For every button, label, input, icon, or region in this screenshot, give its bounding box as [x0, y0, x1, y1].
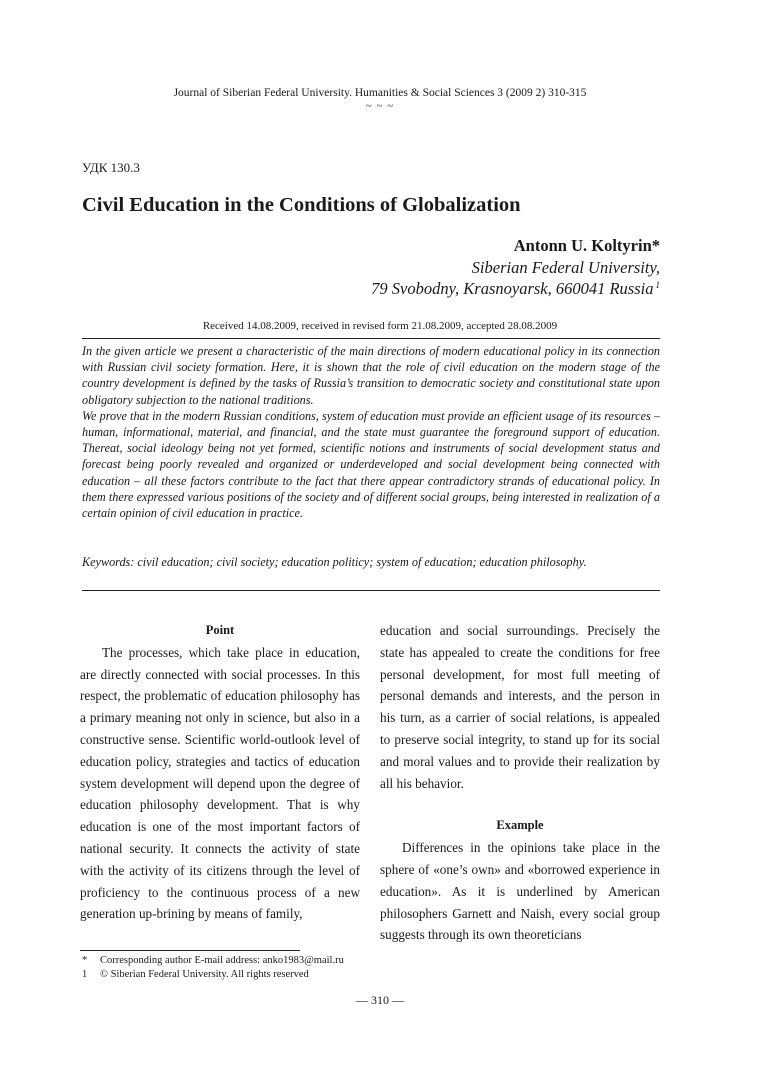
footnote-text: Corresponding author E-mail address: anko1983@mail.ru: [100, 955, 344, 966]
udc-code: УДК 130.3: [82, 160, 140, 175]
abstract-paragraph-2: We prove that in the modern Russian conditions, system of education must provide an efficient usage of its resources – human, informational, material, and financial, and the state must guarantee the foreground support of education. Thereat, social ideology being not yet formed, scientific notions and instruments of social development status and forecast being poorly revealed and organized or underdeveloped and social development being connected with education – all these factors contribute to the fact that there appear contradictory strands of educational policy. In them there expressed various positions of the society and of different social groups, being interested in realization of a certain opinion of civil education in practice.: [82, 408, 660, 521]
abstract-bottom-rule: [82, 590, 660, 591]
section-heading-example: Example: [496, 818, 544, 833]
footnote-mark: *: [82, 955, 88, 966]
body-paragraph-continued: education and social surroundings. Precisely the state has appealed to create the conditions for free personal development, for most full meeting of personal demands and interests, and the person in his turn, as a carrier of social relations, is appealed to preserve social integrity, to stand up for its social and moral values and to provide their realization by all his behavior.: [380, 623, 660, 791]
abstract: [82, 343, 660, 521]
body-column-left: [80, 620, 360, 925]
article-title: Civil Education in the Conditions of Globalization: [82, 194, 521, 216]
footnote-corresponding-author: [82, 954, 344, 967]
author-address-text: 79 Svobodny, Krasnoyarsk, 660041 Russia: [371, 279, 654, 298]
page-number: — 310 —: [356, 993, 404, 1007]
section-heading-point: Point: [205, 623, 235, 637]
body-paragraph: Differences in the opinions take place in the sphere of «one’s own» and «borrowed experience in education». As it is underlined by American philosophers Garnett and Naish, every social group suggests through its own theoreticians: [380, 840, 660, 943]
received-dates: Received 14.08.2009, received in revised form 21.08.2009, accepted 28.08.2009: [202, 320, 558, 332]
affiliation-footnote-mark: 1: [655, 279, 660, 290]
journal-header: Journal of Siberian Federal University. Humanities & Social Sciences 3 (2009 2) 310-315: [173, 87, 587, 99]
body-column-right: [380, 620, 660, 946]
keywords: Keywords: civil education; civil society; education politicy; system of education; education philosophy.: [82, 555, 587, 569]
footnote-copyright: [82, 968, 309, 981]
footnote-text: © Siberian Federal University. All rights reserved: [100, 969, 309, 980]
body-paragraph: The processes, which take place in education, are directly connected with social processes. In this respect, the problematic of education philosophy has a primary meaning not only in science, but also in a constructive sense. Scientific world-outlook level of education policy, strategies and tactics of education system development will depend upon the degree of education philosophy development. That is why education is one of the most important factors of national security. It connects the activity of state with the activity of its citizens through the level of proficiency to the continuous process of a new generation up-brining by means of family,: [80, 644, 360, 922]
footnote-rule: [80, 950, 300, 951]
author-address: [371, 279, 660, 299]
abstract-paragraph-1: In the given article we present a characteristic of the main directions of modern educational policy in its connection with Russian civil society formation. Here, it is shown that the role of civil education on the modern stage of the country development is defined by the tasks of Russia’s transition to democratic society and constitutional state upon obligatory subjection to the national traditions.: [82, 344, 660, 407]
abstract-top-rule: [82, 338, 660, 339]
author-affiliation: Siberian Federal University,: [471, 258, 660, 277]
author-name: Antonn U. Koltyrin*: [513, 236, 660, 255]
header-separator: ~ ~ ~: [365, 100, 395, 112]
footnote-mark: 1: [82, 969, 88, 980]
